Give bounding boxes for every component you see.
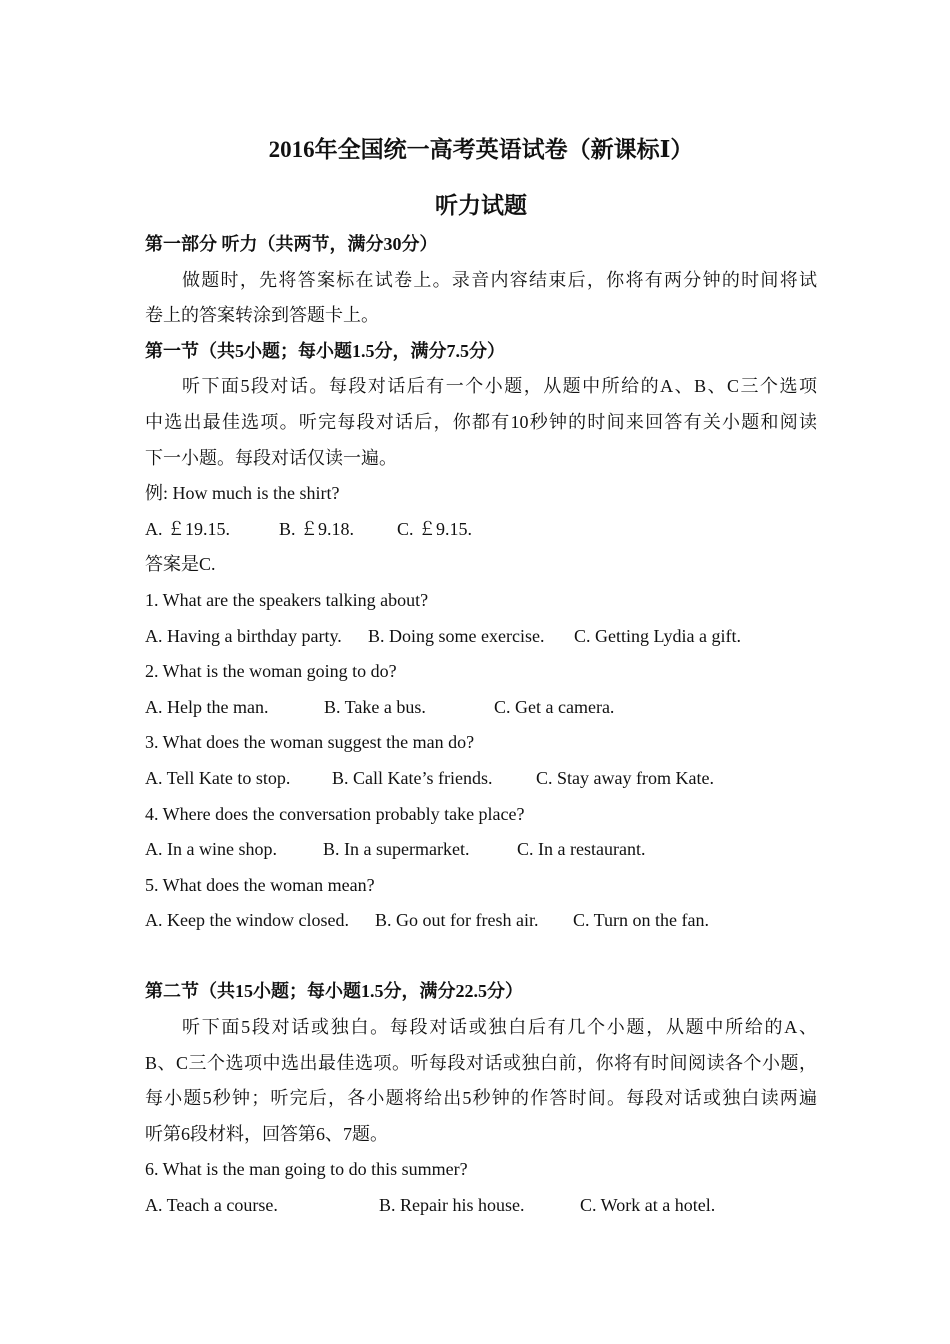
section2-intro-line: 听下面5段对话或独白。每段对话或独白后有几个小题，从题中所给的A、 [182,1017,817,1038]
option-a: A. ￡19.15. [145,518,230,539]
exam-subtitle: 听力试题 [435,193,527,218]
question-1: 1. What are the speakers talking about? [145,589,429,610]
question-3: 3. What does the woman suggest the man do? [145,732,475,753]
option-a: A. Having a birthday party. [145,625,342,646]
option-a: A. Keep the window closed. [145,910,349,931]
example-options [145,512,817,548]
option-b: B. Doing some exercise. [368,625,545,646]
option-c: C. ￡9.15. [397,518,473,539]
blank-line [145,939,817,975]
question-4: 4. Where does the conversation probably take place? [145,803,525,824]
exam-title: 2016年全国统一高考英语试卷（新课标Ⅰ） [268,137,694,162]
example-question: 例: How much is the shirt? [145,483,340,504]
section2-intro-line: 听第6段材料，回答第6、7题。 [145,1123,388,1144]
option-b: B. In a supermarket. [323,839,470,860]
part1-intro-line: 卷上的答案转涂到答题卡上。 [145,305,379,326]
section2-intro-line: B、C三个选项中选出最佳选项。听每段对话或独白前，你将有时间阅读各个小题， [145,1052,817,1073]
option-b: B. ￡9.18. [279,518,355,539]
question-4-options [145,832,817,868]
option-b: B. Go out for fresh air. [375,910,539,931]
section1-intro-line: 中选出最佳选项。听完每段对话后，你都有10秒钟的时间来回答有关小题和阅读 [145,411,817,432]
option-a: A. Tell Kate to stop. [145,767,291,788]
question-6-options [145,1188,817,1224]
option-c: C. Work at a hotel. [580,1195,716,1216]
question-2: 2. What is the woman going to do? [145,661,397,682]
example-answer: 答案是C. [145,554,216,575]
option-a: A. Help the man. [145,696,269,717]
section2-intro-line: 每小题5秒钟；听完后，各小题将给出5秒钟的作答时间。每段对话或独白读两遍 [145,1088,817,1109]
question-5-options [145,903,817,939]
option-c: C. In a restaurant. [517,839,646,860]
option-c: C. Turn on the fan. [573,910,710,931]
section1-intro-line: 下一小题。每段对话仅读一遍。 [145,447,397,468]
question-5: 5. What does the woman mean? [145,874,375,895]
question-2-options [145,690,817,726]
option-a: A. Teach a course. [145,1195,278,1216]
option-c: C. Getting Lydia a gift. [574,625,741,646]
option-c: C. Get a camera. [494,696,615,717]
option-b: B. Take a bus. [324,696,426,717]
option-b: B. Call Kate’s friends. [332,767,493,788]
option-c: C. Stay away from Kate. [536,767,714,788]
section2-heading: 第二节（共15小题；每小题1.5分，满分22.5分） [145,981,523,1002]
document-page [145,128,817,1224]
option-a: A. In a wine shop. [145,839,277,860]
section1-heading: 第一节（共5小题；每小题1.5分，满分7.5分） [145,340,505,361]
option-b: B. Repair his house. [379,1195,525,1216]
section1-intro-line: 听下面5段对话。每段对话后有一个小题，从题中所给的A、B、C三个选项 [182,376,817,397]
question-6: 6. What is the man going to do this summer? [145,1159,468,1180]
question-3-options [145,761,817,797]
part1-heading: 第一部分 听力（共两节，满分30分） [145,234,438,254]
question-1-options [145,619,817,655]
part1-intro-line: 做题时，先将答案标在试卷上。录音内容结束后，你将有两分钟的时间将试 [182,269,817,290]
